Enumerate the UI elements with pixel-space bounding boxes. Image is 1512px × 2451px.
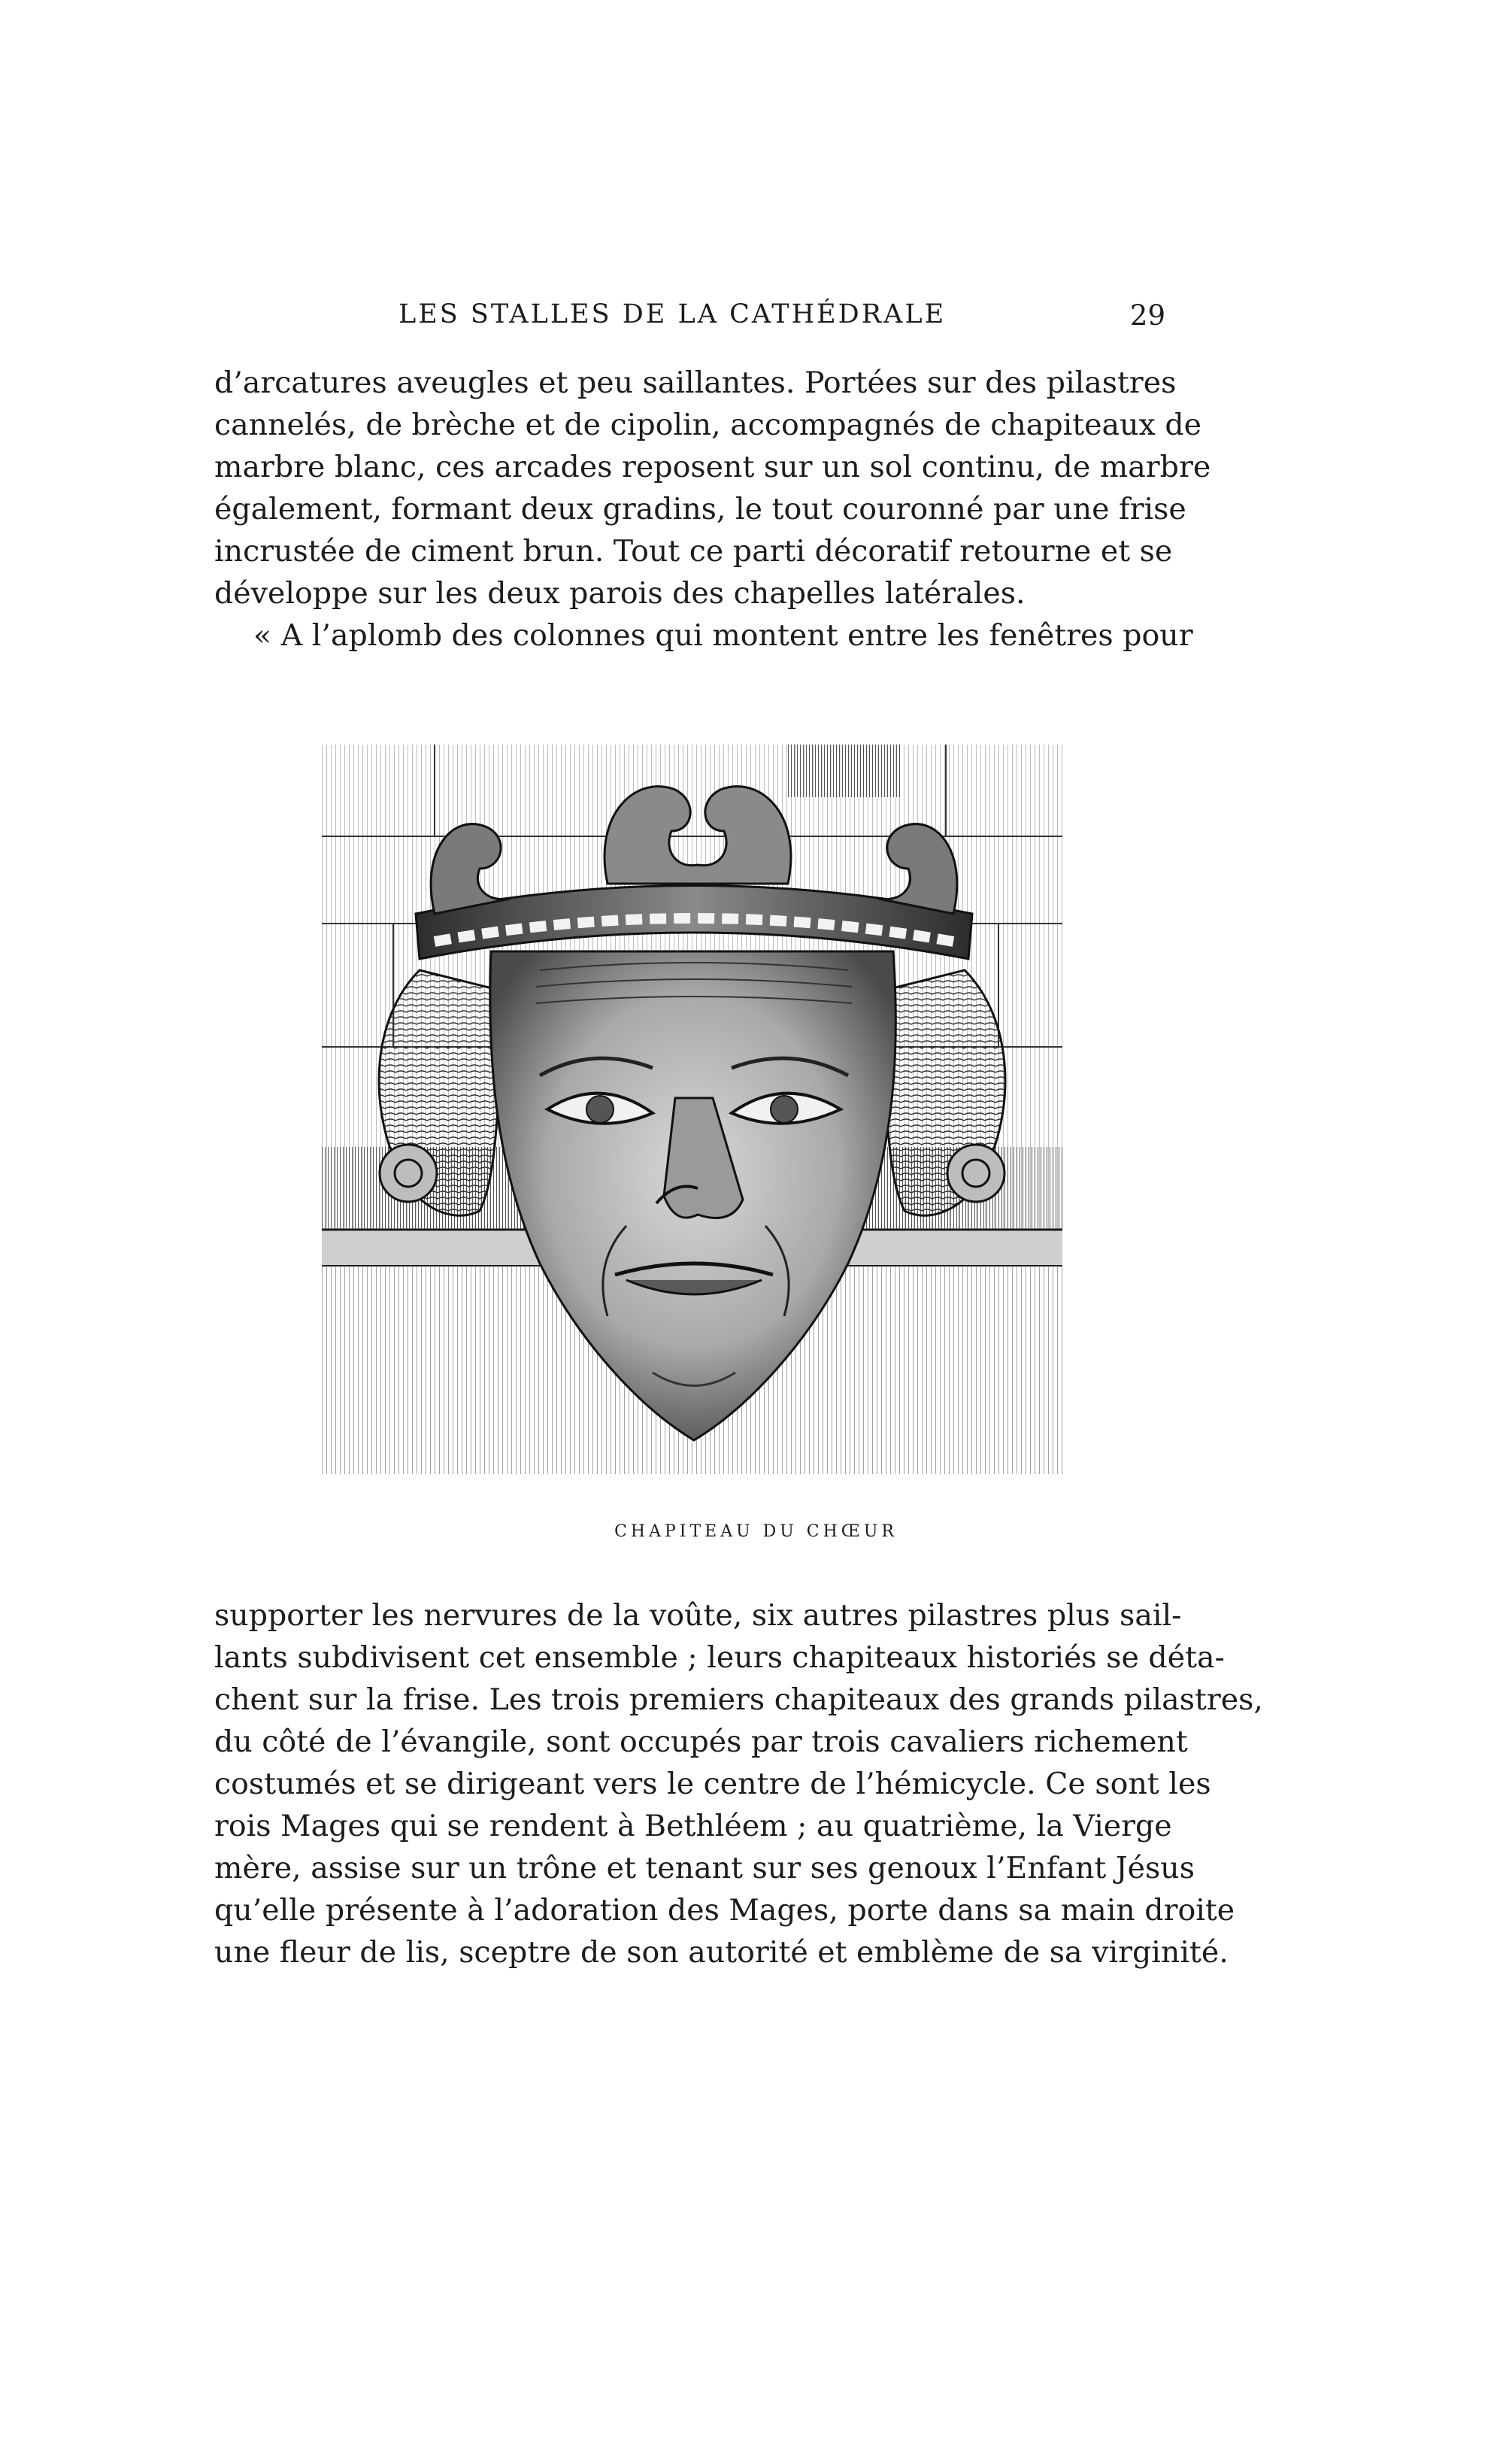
capital-illustration [322,745,1062,1474]
text-line: incrustée de ciment brun. Tout ce parti décoratif retourne et se [214,534,1173,569]
paragraph-top [214,362,1211,657]
text-line: une fleur de lis, sceptre de son autorité et emblème de sa virginité. [214,1935,1229,1970]
text-line: cannelés, de brèche et de cipolin, accompagnés de chapiteaux de [214,408,1202,442]
text-line: mère, assise sur un trône et tenant sur ses genoux l’Enfant Jésus [214,1851,1195,1885]
text-line: d’arcatures aveugles et peu saillantes. Portées sur des pilastres [214,366,1177,400]
text-line: chent sur la frise. Les trois premiers chapiteaux des grands pilastres, [214,1682,1263,1717]
text-line: supporter les nervures de la voûte, six autres pilastres plus sail- [214,1598,1182,1633]
paragraph-bottom [214,1594,1263,1973]
text-line: qu’elle présente à l’adoration des Mages, porte dans sa main droite [214,1893,1235,1928]
crowned-head-engraving [322,745,1062,1474]
text-line: du côté de l’évangile, sont occupés par trois cavaliers richement [214,1724,1188,1759]
page-number: 29 [1129,299,1165,332]
text-line: « A l’aplomb des colonnes qui montent entre les fenêtres pour [253,618,1193,653]
text-line: développe sur les deux parois des chapelles latérales. [214,576,1026,611]
text-line: rois Mages qui se rendent à Bethléem ; au quatrième, la Vierge [214,1809,1172,1843]
text-line: costumés et se dirigeant vers le centre de l’hémicycle. Ce sont les [214,1767,1211,1801]
text-line: lants subdivisent cet ensemble ; leurs chapiteaux historiés se déta- [214,1640,1225,1675]
text-line: marbre blanc, ces arcades reposent sur un sol continu, de marbre [214,450,1211,484]
text-line: également, formant deux gradins, le tout couronné par une frise [214,492,1186,526]
running-title: LES STALLES DE LA CATHÉDRALE [398,299,947,329]
figure-caption: CHAPITEAU DU CHŒUR [614,1522,898,1541]
running-header [214,299,1165,344]
